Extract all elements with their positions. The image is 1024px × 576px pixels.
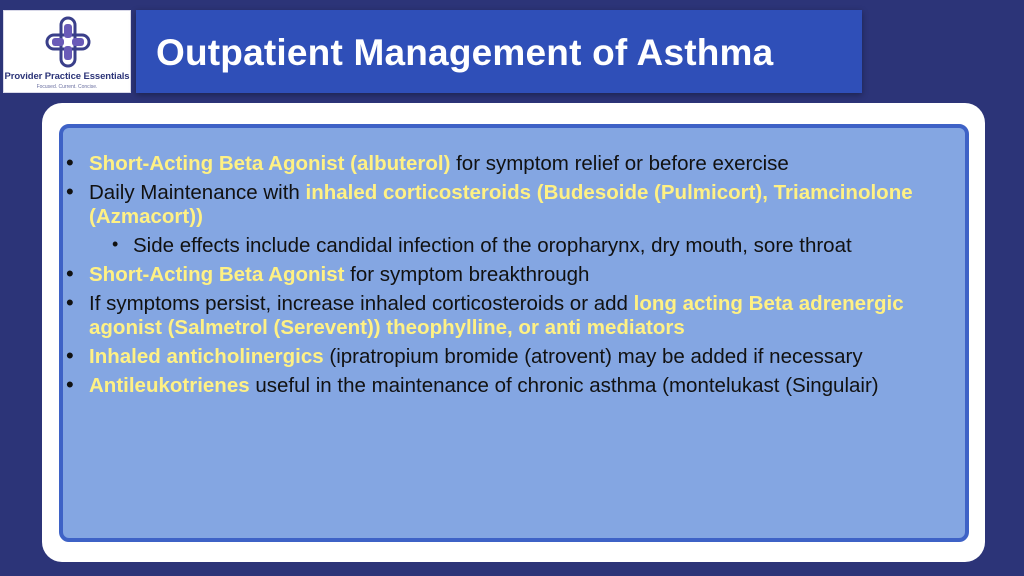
bullet-item xyxy=(62,345,932,369)
bullet-text: Daily Maintenance with xyxy=(89,181,306,204)
bullet-highlight: Short-Acting Beta Agonist xyxy=(89,263,345,286)
sub-bullet-item xyxy=(108,234,932,258)
bullet-highlight: long acting Beta adrenergic agonist (Salmetrol (Serevent)) theophylline, or anti mediators xyxy=(89,292,904,339)
bullet-item xyxy=(62,374,932,398)
title-bar xyxy=(136,10,862,93)
bullet-highlight: Short-Acting Beta Agonist (albuterol) xyxy=(89,152,451,175)
bullet-text: Side effects include candidal infection of the oropharynx, dry mouth, sore throat xyxy=(133,234,852,257)
logo-name: Provider Practice Essentials xyxy=(4,71,130,82)
bullet-text: for symptom relief or before exercise xyxy=(450,152,789,175)
logo xyxy=(3,10,131,93)
bullet-item xyxy=(62,181,932,229)
bullet-highlight: Antileukotrienes xyxy=(89,374,250,397)
bullet-item xyxy=(62,152,932,176)
bullet-text: for symptom breakthrough xyxy=(344,263,590,286)
bullet-highlight: inhaled corticosteroids (Budesoide (Pulmicort), Triamcinolone (Azmacort)) xyxy=(89,181,913,228)
slide-title: Outpatient Management of Asthma xyxy=(156,32,774,73)
bullet-text: If symptoms persist, increase inhaled corticosteroids or add xyxy=(89,292,634,315)
bullet-text: useful in the maintenance of chronic asthma (montelukast (Singulair) xyxy=(249,374,879,397)
logo-tagline: Focused. Current. Concise. xyxy=(36,84,98,90)
bullet-text: (ipratropium bromide (atrovent) may be added if necessary xyxy=(323,345,863,368)
bullet-item xyxy=(62,292,932,340)
medical-cross-logo-icon xyxy=(45,16,91,68)
bullet-list xyxy=(62,152,932,403)
bullet-highlight: Inhaled anticholinergics xyxy=(89,345,324,368)
bullet-item xyxy=(62,263,932,287)
